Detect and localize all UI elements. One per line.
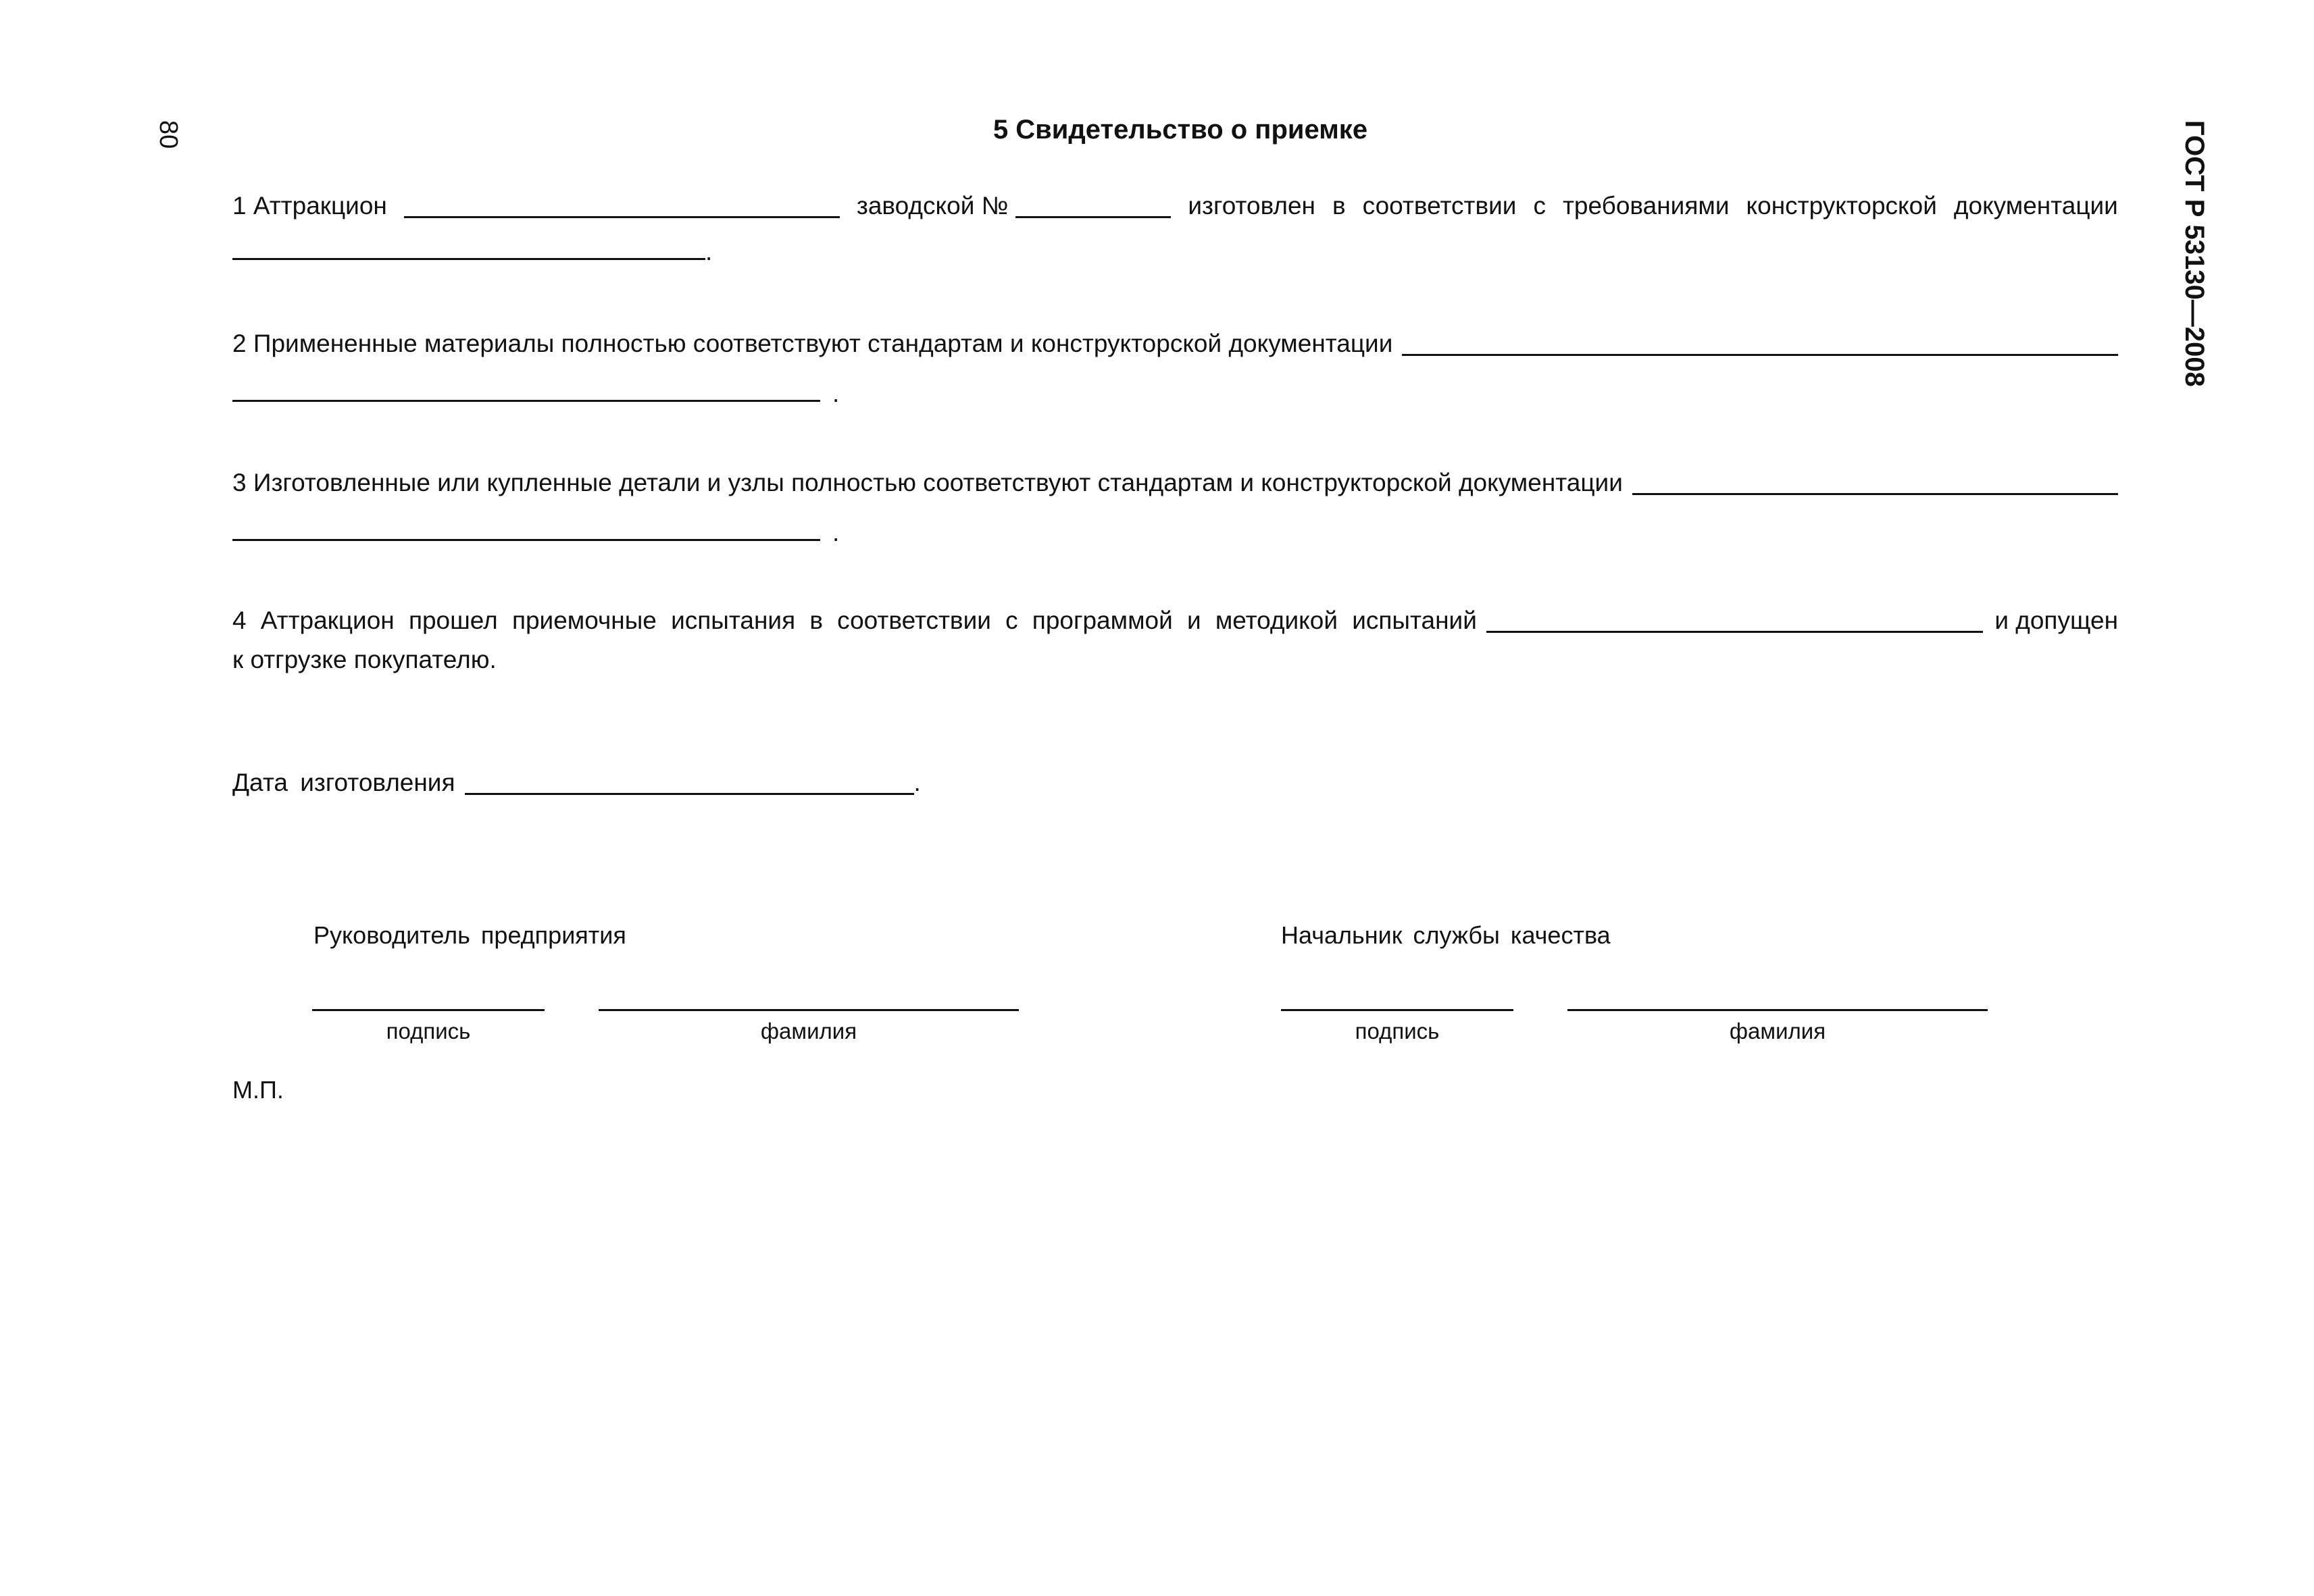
item-3-text: 3 Изготовленные или купленные детали и узлы полностью соответствуют стандартам и конструкторской документации [232, 469, 1623, 496]
item-2-line-2 [232, 380, 839, 406]
factory-number-blank [1015, 196, 1171, 218]
item-4-word: прошел [408, 607, 498, 634]
item-1-line-1 [232, 193, 2118, 218]
director-surname-line [599, 1009, 1019, 1011]
quality-head-surname-line [1567, 1009, 1988, 1011]
attraction-name-blank [404, 196, 840, 218]
item-1-end: . [705, 238, 713, 265]
item-4-line-2: к отгрузке покупателю. [232, 646, 497, 673]
item-4-word: и [1186, 607, 1201, 634]
date-label: Дата изготовления [232, 769, 455, 796]
section-title: 5 Свидетельство о приемке [992, 115, 1368, 145]
item-4-word: методикой [1215, 607, 1338, 634]
director-surname-caption: фамилия [760, 1019, 857, 1044]
item-2-end: . [832, 380, 840, 407]
item-4-line-1 [232, 608, 2118, 633]
quality-head-surname-caption: фамилия [1729, 1019, 1826, 1044]
page-number: 80 [154, 120, 182, 149]
item-4-word: испытания [671, 607, 796, 634]
item-4-word: приемочные [511, 607, 657, 634]
item-2-text: 2 Примененные материалы полностью соответствуют стандартам и конструкторской документации [232, 330, 1393, 357]
date-end: . [913, 769, 921, 796]
item-1-word: документации [1953, 192, 2118, 220]
item-4-word: с [1005, 607, 1018, 634]
design-doc-blank [232, 238, 705, 260]
item-4-word: соответствии [837, 607, 991, 634]
item-4-word: в [809, 607, 823, 634]
item-4-word: 4 [232, 607, 247, 634]
item-1-word: изготовлен [1188, 192, 1315, 220]
quality-head-signature-caption: подпись [1355, 1019, 1440, 1044]
item-4-word: испытаний [1352, 607, 1477, 634]
standard-code: ГОСТ Р 53130—2008 [2180, 120, 2209, 387]
item-2-line-1 [232, 331, 2118, 356]
item-3-line-1 [232, 470, 2118, 495]
director-title: Руководитель предприятия [313, 921, 626, 949]
item-4-word: программой [1032, 607, 1173, 634]
date-blank [465, 773, 914, 795]
director-signature-caption: подпись [386, 1019, 471, 1044]
item-1-word: с [1533, 192, 1546, 220]
item-4-tail: и допущен [1994, 607, 2118, 634]
item-3-blank-1 [1632, 473, 2118, 495]
test-program-blank [1486, 611, 1983, 633]
stamp-place: М.П. [232, 1076, 284, 1104]
item-1-word: конструкторской [1746, 192, 1937, 220]
item-3-blank-2 [232, 519, 820, 541]
item-4-word: Аттракцион [260, 607, 395, 634]
item-4-text [232, 608, 1477, 633]
item-1-word: требованиями [1562, 192, 1730, 220]
item-1-word: в [1332, 192, 1346, 220]
manufacture-date-line [232, 770, 921, 795]
director-signature-line [312, 1009, 545, 1011]
factory-number-label: заводской № [856, 192, 1009, 220]
item-3-line-2 [232, 519, 839, 545]
quality-head-title: Начальник службы качества [1281, 921, 1611, 949]
item-3-end: . [832, 519, 840, 546]
item-1-word: соответствии [1362, 192, 1517, 220]
item-1-prefix: 1 Аттракцион [232, 192, 387, 220]
quality-head-signature-line [1281, 1009, 1513, 1011]
item-2-blank-2 [232, 380, 820, 402]
item-2-blank-1 [1402, 334, 2118, 356]
item-1-line-2 [232, 238, 712, 264]
